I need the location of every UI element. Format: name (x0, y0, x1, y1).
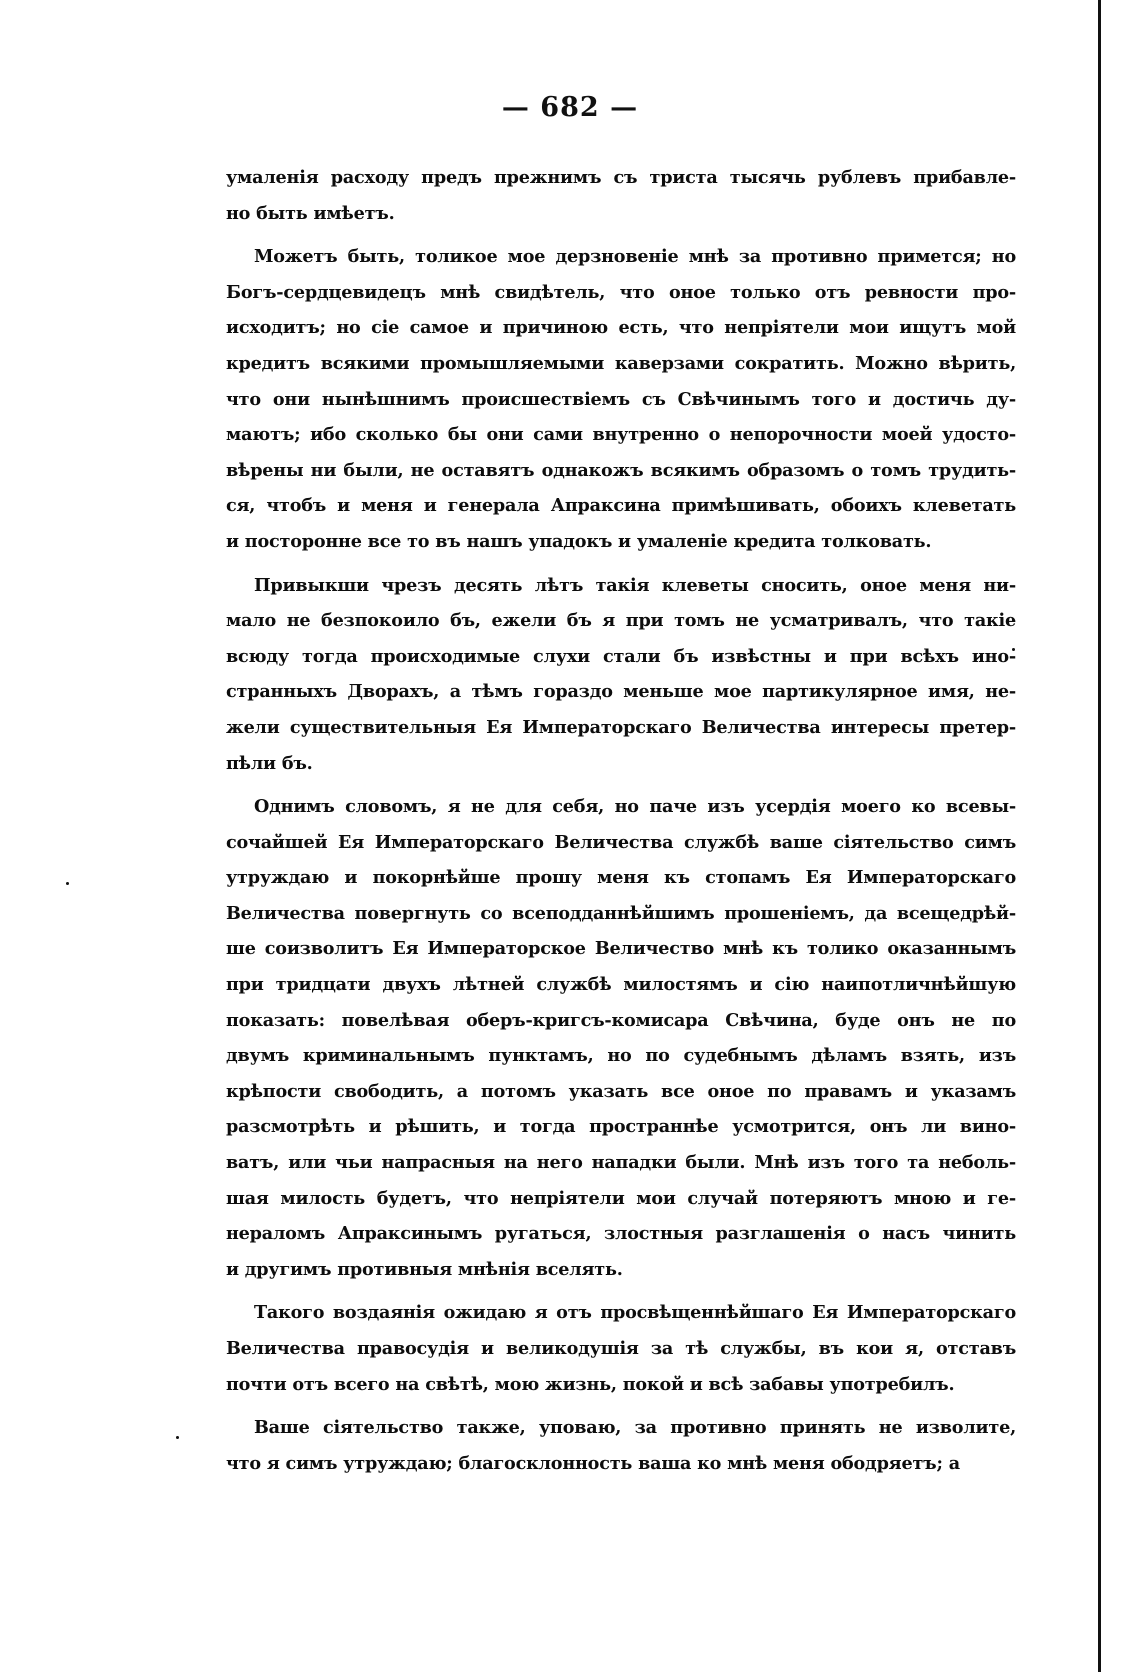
text-line: ватъ, или чьи напрасныя на него нападки были. Мнѣ изъ того та неболь- (226, 1152, 1016, 1174)
text-line: странныхъ Дворахъ, а тѣмъ гораздо меньше мое партикулярное имя, не- (226, 681, 1016, 703)
text-line: Такого воздаянія ожидаю я отъ просвѣщеннѣйшаго Ея Императорскаго (254, 1302, 1016, 1324)
text-line: Привыкши чрезъ десять лѣтъ такія клеветы сносить, оное меня ни- (254, 574, 1016, 596)
text-line: Величества повергнуть со всеподданнѣйшимъ прошеніемъ, да всещедрѣй- (226, 902, 1016, 924)
text-line: ся, чтобъ и меня и генерала Апраксина примѣшивать, обоихъ клеветать (226, 495, 1016, 517)
text-line: при тридцати двухъ лѣтней службѣ милостямъ и сію наипотличнѣйшую (226, 974, 1016, 996)
text-line: вѣрены ни были, не оставятъ однакожъ всякимъ образомъ о томъ трудить- (226, 459, 1016, 481)
text-line: почти отъ всего на свѣтѣ, мою жизнь, покой и всѣ забавы употребилъ. (226, 1373, 955, 1395)
text-line: и другимъ противныя мнѣнія вселять. (226, 1258, 623, 1280)
text-line: сочайшей Ея Императорскаго Величества службѣ ваше сіятельство симъ (226, 831, 1016, 853)
text-line: что я симъ утруждаю; благосклонность ваша ко мнѣ меня ободряетъ; а (226, 1452, 960, 1474)
text-line: крѣпости свободить, а потомъ указать все оное по правамъ и указамъ (226, 1080, 1016, 1102)
text-line: двумъ криминальнымъ пунктамъ, но по судебнымъ дѣламъ взять, изъ (226, 1045, 1016, 1067)
paragraph (226, 160, 1016, 231)
text-line: Ваше сіятельство также, уповаю, за противно принять не изволите, (254, 1417, 1016, 1439)
text-line: нераломъ Апраксинымъ ругаться, злостныя разглашенія о насъ чинить (226, 1223, 1016, 1245)
text-line: Однимъ словомъ, я не для себя, но паче изъ усердія моего ко всевы- (254, 796, 1016, 818)
paragraph (226, 1410, 1016, 1481)
text-line: но быть имѣетъ. (226, 202, 395, 224)
text-line: исходитъ; но сіе самое и причиною есть, что непріятели мои ищутъ мой (226, 317, 1016, 339)
text-line: всюду тогда происходимые слухи стали бъ извѣстны и при всѣхъ ино- (226, 645, 1016, 667)
body-text (226, 160, 1016, 1481)
text-line: ше соизволитъ Ея Императорское Величество мнѣ къ толико оказаннымъ (226, 938, 1016, 960)
text-line: показать: повелѣвая оберъ-кригсъ-комисара Свѣчина, буде онъ не по (226, 1009, 1016, 1031)
paragraph (226, 568, 1016, 782)
page-edge-rule (1098, 0, 1101, 1672)
text-line: что они нынѣшнимъ происшествіемъ съ Свѣчинымъ того и достичь ду- (226, 388, 1016, 410)
scan-speck (66, 882, 69, 885)
text-line: шая милость будетъ, что непріятели мои случай потеряютъ мною и ге- (226, 1187, 1016, 1209)
text-line: жели существительныя Ея Императорскаго Величества интересы претер- (226, 716, 1016, 738)
text-line: разсмотрѣть и рѣшить, и тогда пространнѣе усмотрится, онъ ли вино- (226, 1116, 1016, 1138)
text-line: утруждаю и покорнѣйше прошу меня къ стопамъ Ея Императорскаго (226, 867, 1016, 889)
text-line: и посторонне все то въ нашъ упадокъ и умаленіе кредита толковать. (226, 530, 932, 552)
text-line: мало не безпокоило бъ, ежели бъ я при томъ не усматривалъ, что такіе (226, 610, 1016, 632)
text-line: умаленія расходу предъ прежнимъ съ триста тысячь рублевъ прибавле- (226, 167, 1016, 188)
paragraph (226, 1295, 1016, 1402)
text-line: маютъ; ибо сколько бы они сами внутренно о непорочности моей удосто- (226, 424, 1016, 446)
paragraph (226, 239, 1016, 559)
text-line: Величества правосудія и великодушія за тѣ службы, въ кои я, отставъ (226, 1338, 1016, 1359)
text-line: Можетъ быть, толикое мое дерзновеніе мнѣ за противно примется; но (254, 246, 1016, 268)
scan-speck (176, 1436, 179, 1439)
page-number: — 682 — (501, 92, 639, 123)
paragraph (226, 789, 1016, 1287)
text-line: пѣли бъ. (226, 752, 313, 774)
text-line: кредитъ всякими промышляемыми каверзами сократить. Можно вѣрить, (226, 352, 1016, 374)
text-line: Богъ-сердцевидецъ мнѣ свидѣтель, что оное только отъ ревности про- (226, 281, 1016, 303)
